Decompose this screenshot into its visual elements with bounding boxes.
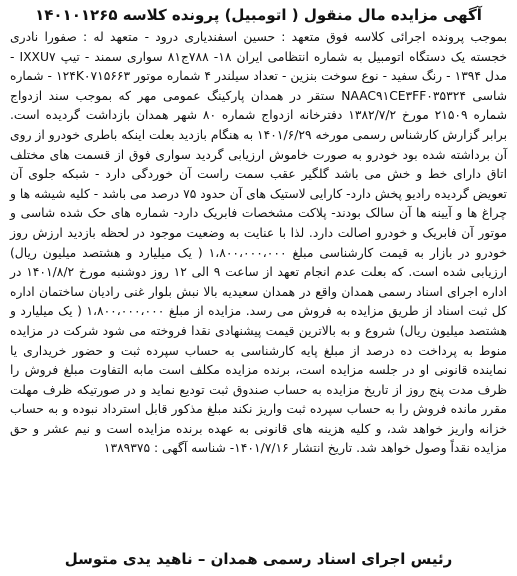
notice-title: آگهی مزایده مال منقول ( اتومبیل) پرونده کلاسه ۱۴۰۱۰۱۲۶۵ [35,6,482,24]
notice-signature: رئیس اجرای اسناد رسمی همدان – ناهید یدی متوسل [64,550,453,568]
notice-body: بموجب پرونده اجرائی کلاسه فوق متعهد : حسین اسفندیاری درود - متعهد له : صفورا نادری خجسته یک دستگاه اتومبیل به شماره انتظامی ایران ۱۸- ۷۸۸ج۸۱ سواری سمند - تیپ IXXU۷ - مدل ۱۳۹۴ - رنگ سفید - نوع سوخت بنزین - تعداد سیلندر ۴ شماره موتور ۱۲۴K۰۷۱۵۶۶۳ - شماره شاسی NAAC۹۱CE۳FF۰۳۵۳۲۴ ستقر در همدان پارکینگ عمومی مهر که بموجب سند ازدواج شماره ۲۱۵۰۹ مورخ ۱۳۸۲/۷/۲ دفترخانه ازدواج شماره ۸۰ شهر همدان بازداشت گردیده است. برابر گزارش کارشناس رسمی مورخه ۱۴۰۱/۶/۲۹ به هنگام بازدید بعلت اینکه باطری خودرو از روی آن برداشته شده بود خودرو به صورت خاموش ارزیابی گردید سواری فوق از قسمت های مختلف اتاق دارای خط و خش می باشد گلگیر عقب سمت راست آن خوردگی دارد - شبکه جلوی آن تعویض گردیده رادیو پخش دارد- کارایی لاستیک های آن حدود ۷۵ درصد می باشد - کلیه شیشه ها و چراغ ها و آیینه ها آن سالک بودند- پلاکت مشخصات فابریک دارد- شماره های حک شده شاسی و موتور آن فابریک و خودرو اصالت دارد. لذا با عنایت به وضعیت موجود در لحظه بازدید ارزش روز خودرو در بازار به قیمت کارشناسی مبلغ ۱،۸۰۰،۰۰۰،۰۰۰ ( یک میلیارد و هشتصد میلیون ریال) ارزیابی شده است. که بعلت عدم انجام تعهد از ساعت ۹ الی ۱۲ روز دوشنبه مورخ ۱۴۰۱/۸/۲ در اداره اجرای اسناد رسمی همدان واقع در همدان سعیدیه بالا نبش بلوار غنی رادیان ساختمان اداره کل ثبت اسناد از طریق مزایده به فروش می رسد. مزایده از مبلغ ۱،۸۰۰،۰۰۰،۰۰۰ ( یک میلیارد و هشتصد میلیون ریال) شروع و به بالاترین قیمت پیشنهادی نقدا فروخته می شود شرکت در مزایده منوط به پرداخت ده درصد از مبلغ پایه کارشناسی به حساب سپرده ثبت و حضور خریداری یا نماینده قانونی او در جلسه مزایده است، برنده مزایده مکلف است مابه التفاوت مبلغ فروش را ظرف مدت پنج روز از تاریخ مزایده به حساب صندوق ثبت تودیع نماید و در صورتیکه ظرف مهلت مقرر مانده فروش را به حساب سپرده ثبت واریز نکند مبلغ مذکور قابل استرداد نبوده و به حساب خزانه واریز خواهد شد، و کلیه هزینه های قانونی به عهده برنده مزایده است و نیم عشر و حق مزایده نقداً وصول خواهد شد. تاریخ انتشار ۱۴۰۱/۷/۱۶- شناسه آگهی : ۱۳۸۹۳۷۵ [10,30,508,456]
